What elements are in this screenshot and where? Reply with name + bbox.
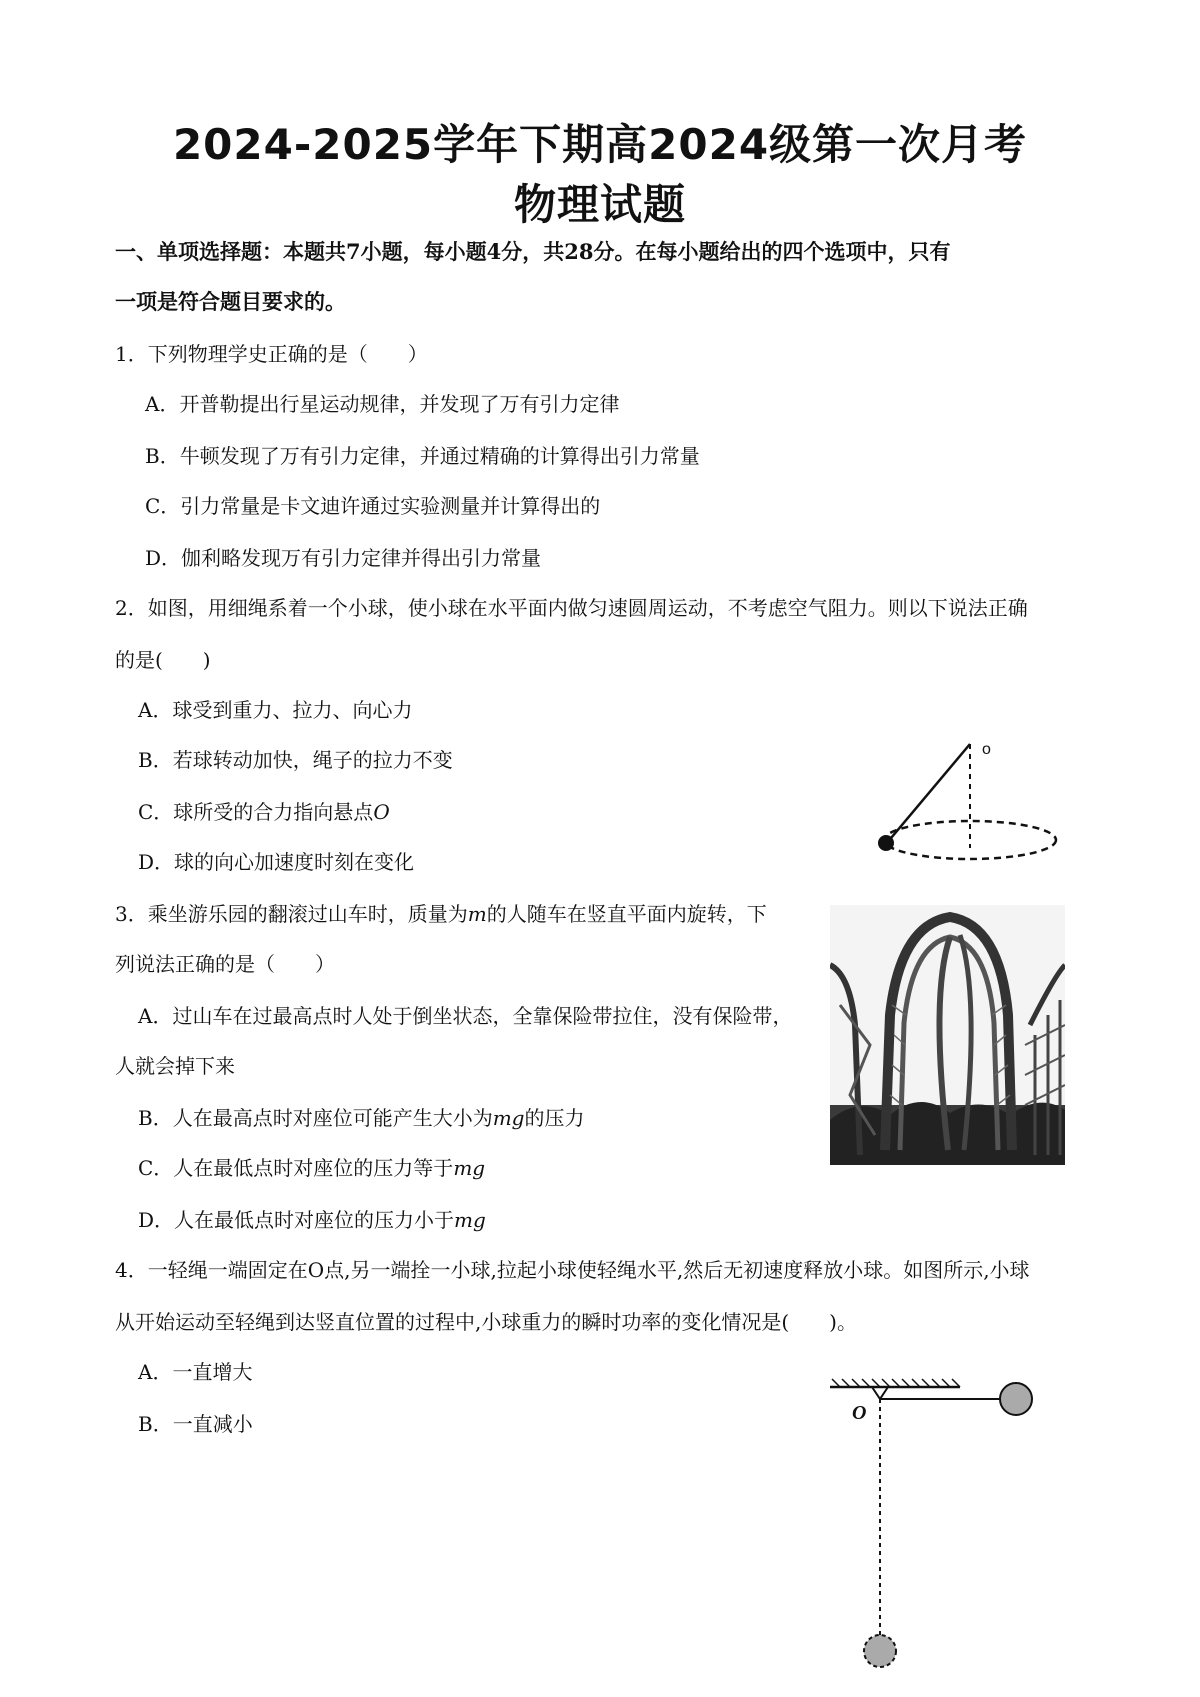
exam-title: 2024-2025学年下期高2024级第一次月考 [172,120,1028,169]
pivot-label: o [982,741,991,758]
question-4-option-b: B．一直减小 [138,1412,253,1436]
question-4-option-a: A．一直增大 [138,1360,253,1384]
question-1-option-a: A．开普勒提出行星运动规律，并发现了万有引力定律 [145,392,620,416]
question-2-option-a: A．球受到重力、拉力、向心力 [138,698,413,722]
pendulum-release-figure [820,1375,1070,1695]
question-2-stem: 2．如图，用细绳系着一个小球，使小球在水平面内做匀速圆周运动，不考虑空气阻力。则以下说法正确 [115,596,1028,620]
question-2-option-b: B．若球转动加快，绳子的拉力不变 [138,748,453,772]
question-2-option-d: D．球的向心加速度时刻在变化 [138,850,415,874]
string [886,744,970,844]
question-3-option-a-cont: 人就会掉下来 [115,1054,235,1078]
question-3-option-c: C．人在最低点时对座位的压力等于mg [138,1156,486,1180]
question-4-stem: 4．一轻绳一端固定在O点,另一端拴一小球,拉起小球使轻绳水平,然后无初速度释放小球。如图所示,小球 [115,1258,1030,1282]
conical-pendulum-figure [870,730,1070,880]
ball-initial [1000,1383,1032,1415]
question-1-option-d: D．伽利略发现万有引力定律并得出引力常量 [145,546,542,570]
ball [878,835,894,851]
pivot-label: O [852,1402,867,1424]
exam-subject-title: 物理试题 [513,180,686,229]
question-3-option-d: D．人在最低点时对座位的压力小于mg [138,1208,486,1232]
question-1-option-c: C．引力常量是卡文迪许通过实验测量并计算得出的 [145,494,601,518]
section-heading-cont: 一项是符合题目要求的。 [115,289,346,314]
question-1-stem: 1．下列物理学史正确的是（ ） [115,342,428,366]
question-2-option-c: C．球所受的合力指向悬点O [138,800,390,824]
question-3-stem-cont: 列说法正确的是（ ） [115,952,335,976]
question-1-option-b: B．牛顿发现了万有引力定律，并通过精确的计算得出引力常量 [145,444,700,468]
ball-final [864,1635,896,1667]
question-3-option-b: B．人在最高点时对座位可能产生大小为mg的压力 [138,1106,585,1130]
question-4-stem-cont: 从开始运动至轻绳到达竖直位置的过程中,小球重力的瞬时功率的变化情况是( )。 [115,1310,857,1334]
question-3-option-a: A．过山车在过最高点时人处于倒坐状态，全靠保险带拉住，没有保险带， [138,1004,793,1028]
section-heading: 一、单项选择题：本题共7小题，每小题4分，共28分。在每小题给出的四个选项中，只有 [115,239,951,264]
roller-coaster-photo [830,905,1065,1165]
question-2-stem-cont: 的是( ) [115,648,211,672]
pivot-mount [872,1387,888,1399]
question-3-stem: 3．乘坐游乐园的翻滚过山车时，质量为m的人随车在竖直平面内旋转，下 [115,902,767,926]
